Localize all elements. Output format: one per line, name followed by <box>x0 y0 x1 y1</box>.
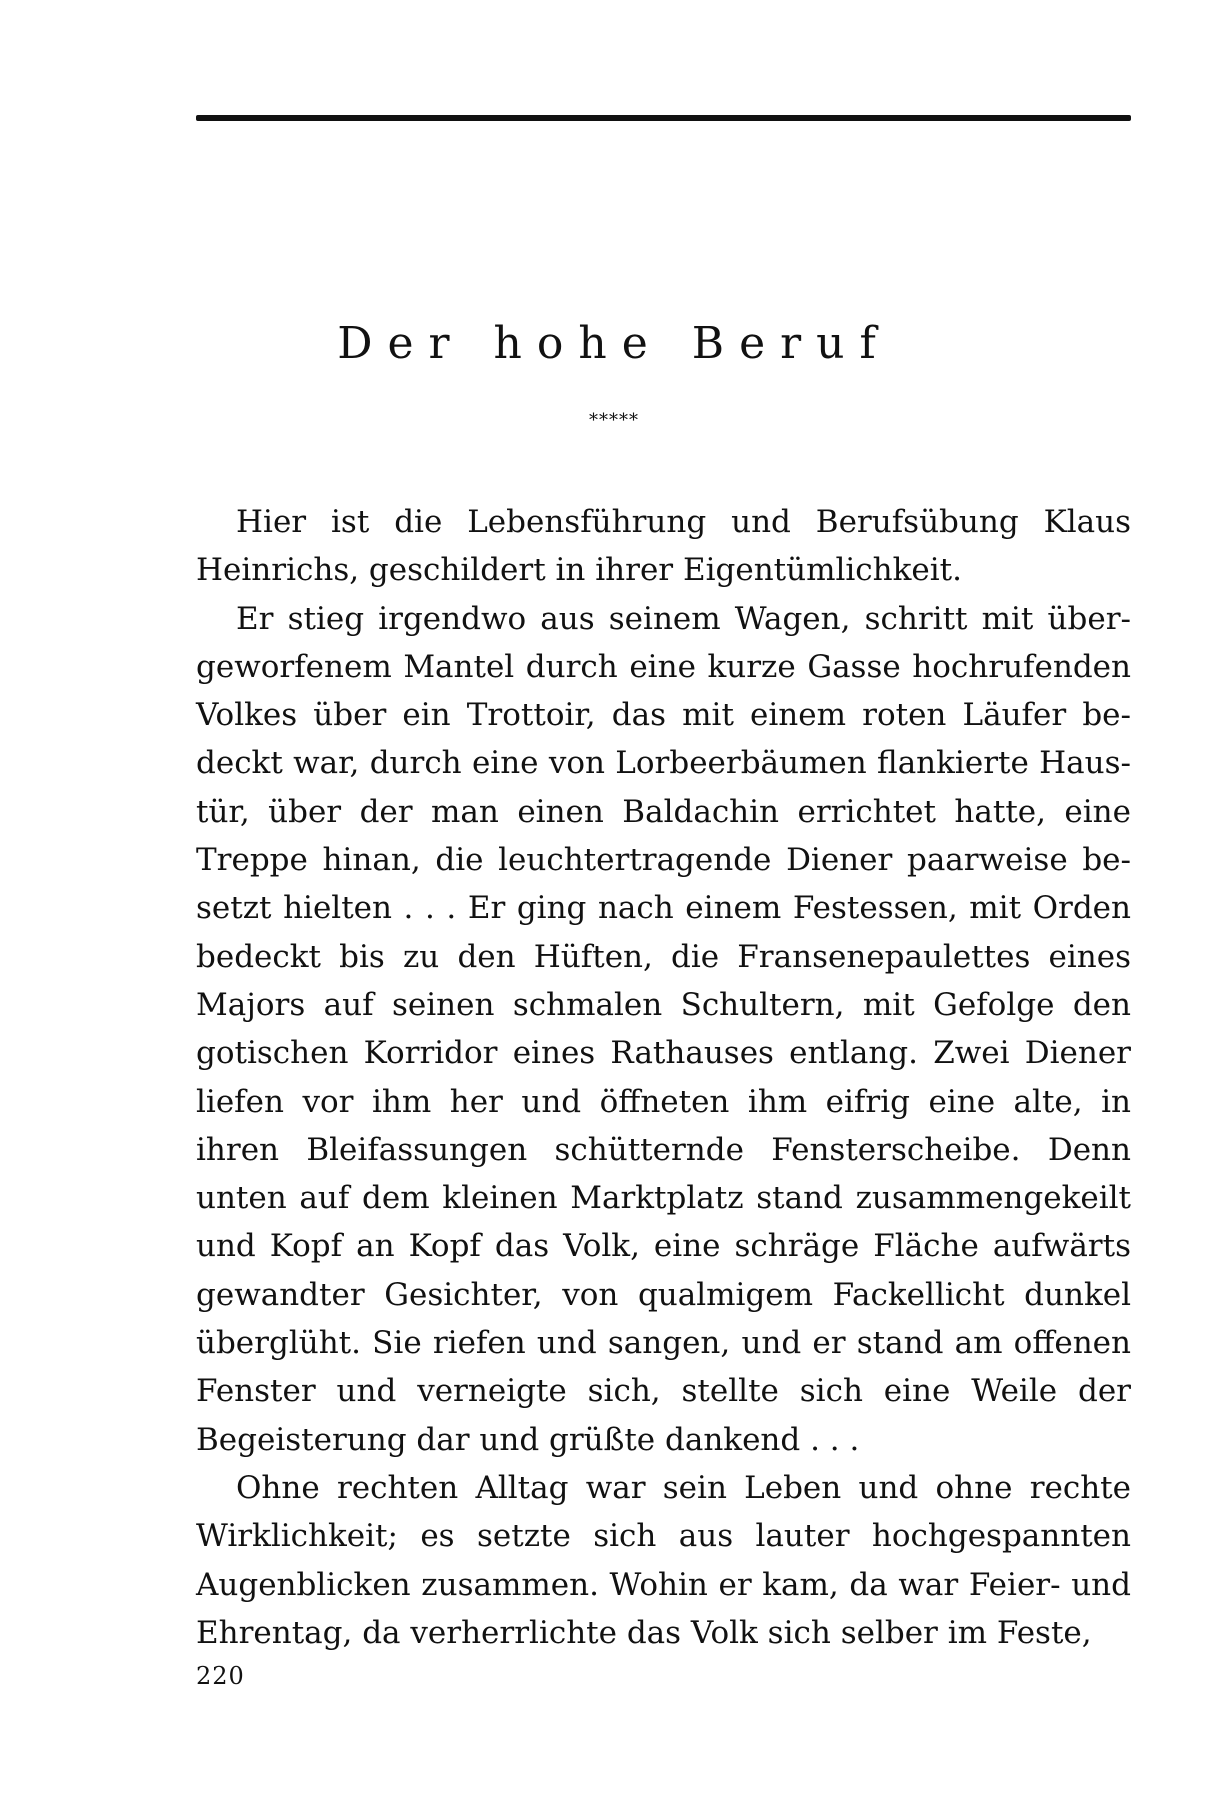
paragraph-2: Er stieg irgendwo aus seinem Wagen, schritt mit übergeworfenem Mantel durch eine kurze Gasse hochrufenden Volkes über ein Trottoir, das mit einem roten Läufer bedeckt war, durch eine von Lorbeerbäumen flankierte Haustür, über der man einen Baldachin errichtet hatte, eine Treppe hinan, die leuchtertragende Diener paarweise besetzt hielten . . . Er ging nach einem Festessen, mit Orden bedeckt bis zu den Hüften, die Fransenepaulettes eines Majors auf seinen schmalen Schultern, mit Gefolge den gotischen Korridor eines Rathauses entlang. Zwei Diener liefen vor ihm her und öffneten ihm eifrig eine alte, in ihren Bleifassungen schütternde Fensterscheibe. Denn unten auf dem kleinen Marktplatz stand zusammengekeilt und Kopf an Kopf das Volk, eine schräge Fläche aufwärts gewandter Gesichter, von qualmigem Fackellicht dunkel überglüht. Sie riefen und sangen, und er stand am offenen Fenster und verneigte sich, stellte sich eine Weile der Begeisterung dar und grüßte dankend . . . <box>196 600 1131 1458</box>
chapter-ornament: ***** <box>589 410 639 431</box>
paragraph-3: Ohne rechten Alltag war sein Leben und ohne rechte Wirklichkeit; es setzte sich aus lauter hochgespannten Augenblicken zusammen. Wohin er kam, da war Feier- und Ehrentag, da verherrlichte das Volk sich selber im Feste, <box>196 1469 1131 1651</box>
chapter-title: Der hohe Beruf <box>337 318 891 369</box>
page-number: 220 <box>196 1662 245 1690</box>
header-rule <box>196 115 1131 121</box>
paragraph-1: Hier ist die Lebensführung und Berufsübung Klaus Heinrichs, geschildert in ihrer Eigentümlichkeit. <box>196 504 1131 589</box>
body-text <box>196 498 1131 1657</box>
